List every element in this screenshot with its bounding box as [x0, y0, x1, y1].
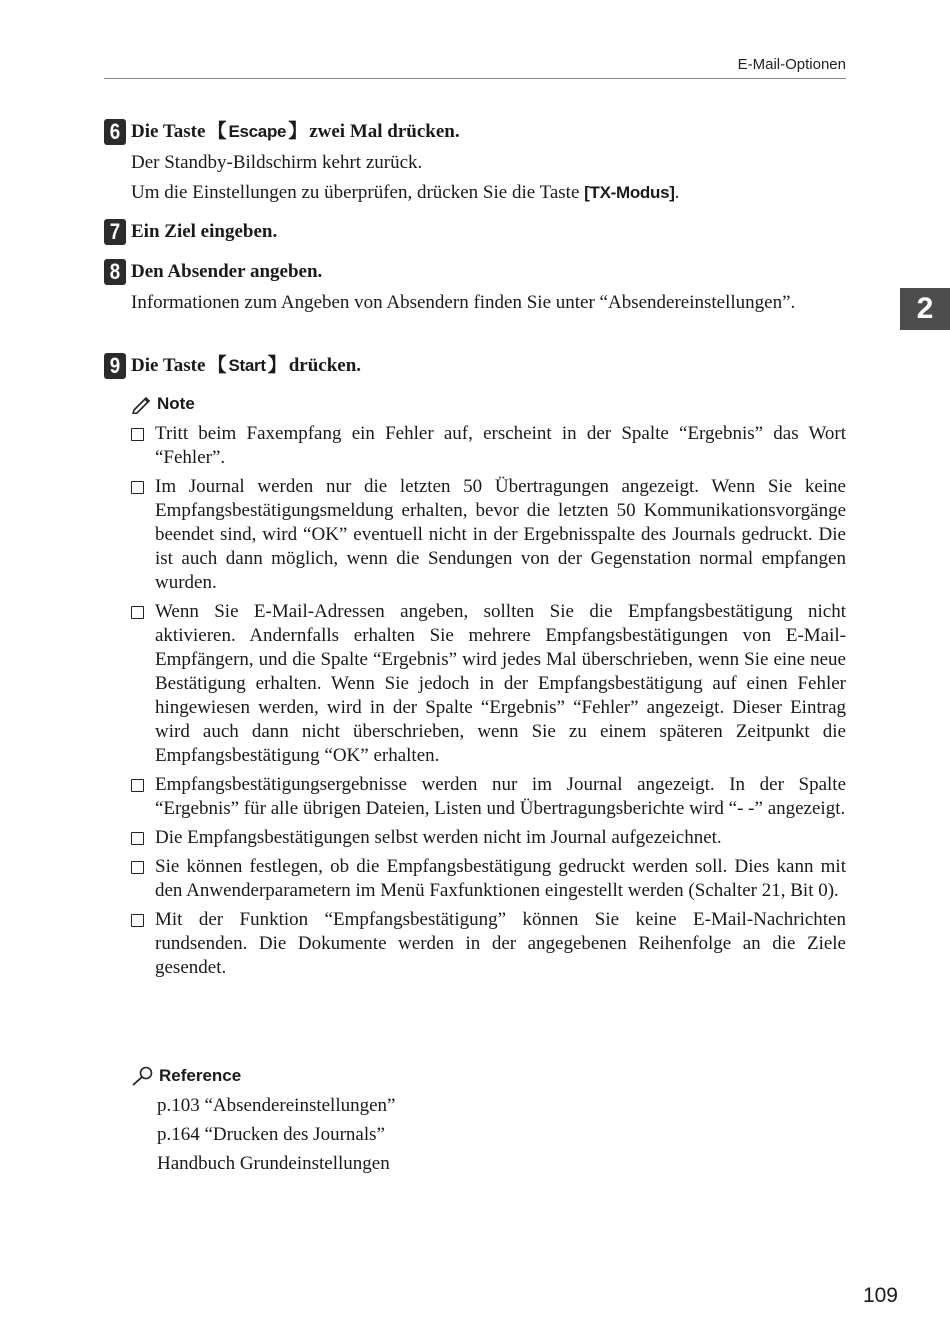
- checkbox-icon: [131, 832, 144, 845]
- note-item: Im Journal werden nur die letzten 50 Übertragungen angezeigt. Wenn Sie keine Empfangsbestätigungsmeldung erhalten, bevor die letzten 50 Kommunikationsvorgänge beendet sind, wird “OK” eventuell nicht in der Ergebnisspalte des Journals gedruckt. Die ist auch dann möglich, wenn die Sendungen von der Gegenstation normal empfangen wurden.: [131, 475, 846, 595]
- start-key-label: Start: [228, 356, 266, 375]
- page-header: [104, 56, 846, 79]
- pencil-icon: [131, 394, 153, 414]
- step-9: [104, 353, 846, 379]
- checkbox-icon: [131, 914, 144, 927]
- step-7-heading: [104, 219, 846, 245]
- step-number-6: 6: [104, 119, 126, 145]
- chapter-tab: 2: [900, 288, 950, 330]
- key-bracket-close: 】: [288, 121, 308, 142]
- step-6-heading: [104, 119, 846, 145]
- key-bracket-open: 【: [207, 121, 227, 142]
- checkbox-icon: [131, 861, 144, 874]
- note-heading-label: Note: [157, 394, 195, 413]
- reference-item: Handbuch Grundeinstellungen: [157, 1153, 390, 1174]
- header-title: E-Mail-Optionen: [737, 56, 846, 73]
- escape-key-label: Escape: [228, 122, 287, 141]
- reference-list: [157, 1094, 395, 1181]
- tx-mode-key-label: [TX-Modus]: [584, 183, 675, 202]
- reference-heading: [131, 1066, 241, 1086]
- reference-heading-label: Reference: [159, 1066, 242, 1085]
- checkbox-icon: [131, 428, 144, 441]
- note-item: Wenn Sie E-Mail-Adressen angeben, sollten Sie die Empfangsbestätigung nicht aktivieren. Andernfalls erhalten Sie mehrere Empfangsbestätigungen von E-Mail-Empfängern, und die Spalte “Ergebnis” wird jedes Mal überschrieben, wenn Sie eine neue Bestätigung erhalten. Wenn Sie jedoch in der Empfangsbestätigung auf einen Fehler hingewiesen werden, wird in der Spalte “Ergebnis” “Fehler” angezeigt. Dieser Eintrag wird auch dann nicht überschrieben, wenn Sie zu einem späteren Zeitpunkt die Empfangsbestätigung “OK” erhalten.: [131, 600, 846, 768]
- note-heading: [131, 394, 195, 414]
- step-6-line-2: Um die Einstellungen zu überprüfen, drücken Sie die Taste [TX-Modus].: [131, 182, 680, 203]
- magnifier-icon: [131, 1066, 155, 1086]
- step-9-heading: [104, 353, 846, 379]
- step-8: [104, 259, 846, 315]
- step-6-line-1: Der Standby-Bildschirm kehrt zurück.: [131, 152, 423, 173]
- step-number-7: 7: [104, 219, 126, 245]
- note-list: [131, 422, 846, 985]
- step-number-9: 9: [104, 353, 126, 379]
- step-6-text-pre: Die Taste: [131, 121, 206, 142]
- checkbox-icon: [131, 481, 144, 494]
- step-9-text-post: drücken.: [288, 355, 362, 376]
- step-7-title: Ein Ziel eingeben.: [131, 221, 278, 242]
- key-bracket-open: 【: [207, 355, 227, 376]
- page-number: 109: [862, 1284, 898, 1307]
- note-item: Mit der Funktion “Empfangsbestätigung” können Sie keine E-Mail-Nachrichten rundsenden. Die Dokumente werden in der angegebenen Reihenfolge an die Ziele gesendet.: [131, 908, 846, 980]
- note-item: Tritt beim Faxempfang ein Fehler auf, erscheint in der Spalte “Ergebnis” das Wort “Fehler”.: [131, 422, 846, 470]
- step-number-8: 8: [104, 259, 126, 285]
- step-9-text-pre: Die Taste: [131, 355, 206, 376]
- step-8-body: Informationen zum Angeben von Absendern finden Sie unter “Absendereinstellungen”.: [131, 292, 796, 313]
- step-6-text-post: zwei Mal drücken.: [309, 121, 460, 142]
- reference-link[interactable]: p.103 “Absendereinstellungen”: [157, 1095, 396, 1116]
- key-bracket-close: 】: [267, 355, 287, 376]
- checkbox-icon: [131, 779, 144, 792]
- reference-link[interactable]: p.164 “Drucken des Journals”: [157, 1124, 385, 1145]
- note-item: Sie können festlegen, ob die Empfangsbestätigung gedruckt werden soll. Dies kann mit den Anwenderparametern im Menü Faxfunktionen eingestellt werden (Schalter 21, Bit 0).: [131, 855, 846, 903]
- note-item: Die Empfangsbestätigungen selbst werden nicht im Journal aufgezeichnet.: [131, 826, 846, 850]
- step-8-heading: [104, 259, 846, 285]
- note-item: Empfangsbestätigungsergebnisse werden nur im Journal angezeigt. In der Spalte “Ergebnis” für alle übrigen Dateien, Listen und Übertragungsberichte wird “- -” angezeigt.: [131, 773, 846, 821]
- step-8-title: Den Absender angeben.: [131, 261, 323, 282]
- step-6: [104, 119, 846, 205]
- checkbox-icon: [131, 606, 144, 619]
- step-7: [104, 219, 846, 245]
